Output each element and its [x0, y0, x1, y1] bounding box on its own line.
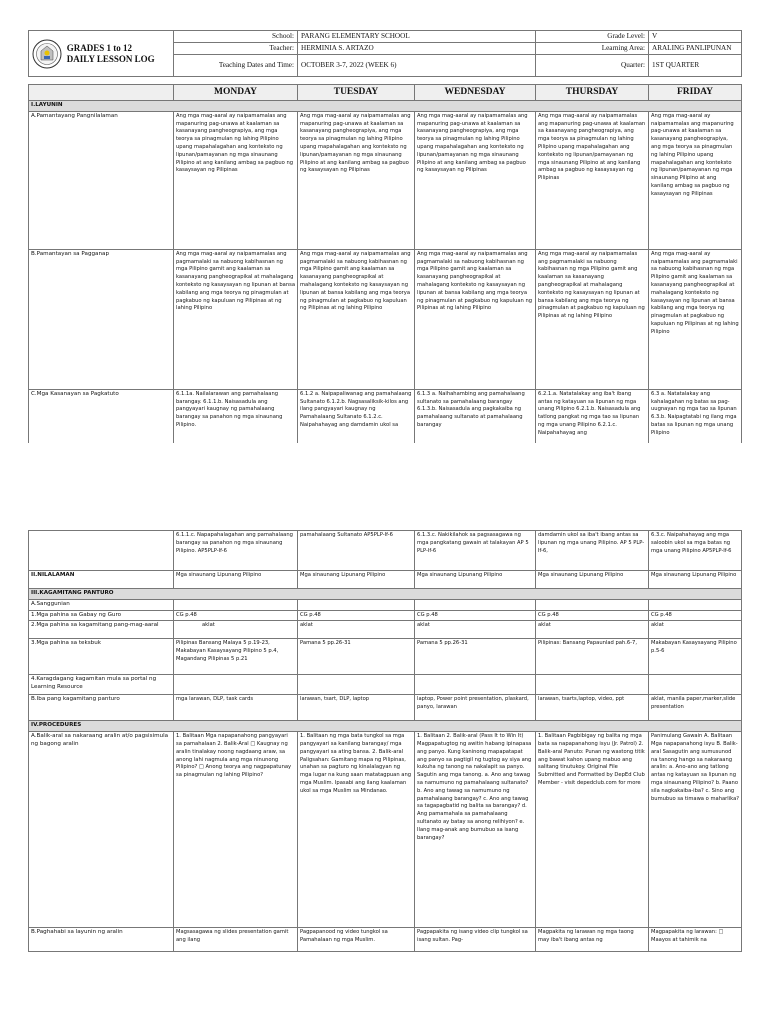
cell-balik-tue: 1. Balitaan ng mga bata tungkol sa mga pangyayari sa kanilang barangay/ mga pangyayari sa ating bansa. 2. Balik-aral Paligsahan: Gamitang mapa ng Pilipinas, unahan sa pagturo ng kinalalagyan ng mga lugar na kung saan matatagpuan ang mga Muslim. Ipasabi ang ilang kaalaman ukol sa mga Muslim sa Mindanao. — [298, 732, 415, 928]
cell-sanggunian-fri — [649, 599, 742, 610]
teacher-label: Teacher: — [174, 43, 298, 55]
cell-karagdagang-wed — [415, 675, 536, 695]
cell-pagganap-fri: Ang mga mag-aaral ay naipamamalas ang pagmamalaki sa nabuong kabihasnan ng mga Pilipino gamit ang kaalaman sa kasanayang pangheograpikal at mahalagang konteksto ng kasaysayan ng lipunan at bansa kabilang ang mga teorya ng pinagmulan at pagkabuo ng kapuluan ng Pilipinas at ng lahing Pilipino — [649, 249, 742, 389]
day-header-friday: FRIDAY — [649, 85, 742, 101]
cell-paghahabi-tue: Pagpapanood ng video tungkol sa Pamahalaan ng mga Muslim. — [298, 928, 415, 952]
cell-pagganap-mon: Ang mga mag-aaral ay naipamamalas ang pagmamalaki sa nabuong kabihasnan ng mga Pilipino gamit ang kaalaman sa kasanayang pangheograpikal at mahalagang konteksto ng kasaysayan ng lipunan at bansa kabilang ang mga teorya ng pinagmulan at pagkabuo ng kapuluan ng Pilipinas at ng lahing Pilipino — [174, 249, 298, 389]
cell-sanggunian-tue — [298, 599, 415, 610]
cell-iba-tue: larawan, tsart, DLP, laptop — [298, 695, 415, 721]
cell-karagdagang-mon — [174, 675, 298, 695]
deped-seal-icon — [32, 39, 62, 69]
cell-kasanayan-cont-fri: 6.3.c. Naipahahayag ang mga saloobin ukol sa mga batas ng mga unang Pilipino AP5PLP-If-6 — [649, 531, 742, 571]
cell-kasanayan-cont-mon: 6.1.1.c. Napapahalagahan ang pamahalaang barangay sa panahon ng mga sinaunang Pilipino. AP5PLP-If-6 — [174, 531, 298, 571]
cell-teksbuk-wed: Pamana 5 pp.26-31 — [415, 639, 536, 675]
cell-pagganap-thu: Ang mga mag-aaral ay naipamamalas ang pagmamalaki sa nabuong kabihasnan ng mga Pilipino gamit ang kaalaman sa kasanayang pangheograpikal at mahalagang konteksto ng kasaysayan ng lipunan at bansa kabilang ang mga teorya ng pinagmulan at pagkabuo ng kapuluan ng Pilipinas at ng lahing Pilipino — [536, 249, 649, 389]
cell-gabay-fri: CG p.48 — [649, 610, 742, 621]
cell-balik-fri: Panimulang Gawain A. Balitaan Mga napapanahong isyu B. Balik-aral Sasagutin ang sumusunod na tanong hango sa nakaraang aralin: a. Ano-ano ang tatlong antas ng katayuan sa lipunan ng mga sinaunang Pilipino? b. Paano sila nagkakaiba-iba? c. Sino ang bumubuo sa timawa o maharlika? — [649, 732, 742, 928]
cell-iba-wed: laptop, Power point presentation, plaskard, panyo, larawan — [415, 695, 536, 721]
cell-nilalaman-fri: Mga sinaunang Lipunang Pilipino — [649, 571, 742, 589]
row-label-kagamitan-mag: 2.Mga pahina sa kagamitang pang-mag-aaral — [29, 621, 174, 639]
cell-nilalaman-wed: Mga sinaunang Lipunang Pilipino — [415, 571, 536, 589]
title-grades: GRADES 1 to 12 — [66, 42, 133, 53]
cell-sanggunian-mon — [174, 599, 298, 610]
section-procedures: IV.PROCEDURES — [29, 721, 742, 732]
day-header-monday: MONDAY — [174, 85, 298, 101]
cell-kasanayan-mon: 6.1.1a. Nailalarawan ang pamahalaang barangay. 6.1.1.b. Naisasadula ang pangyayari kaugnay ng pamahalaang barangay sa panahon ng mga sinaunang Pilipino. — [174, 389, 298, 461]
dates-label: Teaching Dates and Time: — [174, 55, 298, 77]
page-gap — [0, 443, 768, 530]
cell-kasanayan-fri: 6.3 a. Natatalakay ang kahalagahan ng batas sa pag-uugnayan ng mga tao sa lipunan 6.3.b. Naipagtatabi ng ilang mga batas sa lipunan ng mga unang Pilipino — [649, 389, 742, 461]
cell-nilalaman-mon: Mga sinaunang Lipunang Pilipino — [174, 571, 298, 589]
cell-teksbuk-thu: Pilipinas: Bansang Papaunlad pah.6-7, — [536, 639, 649, 675]
cell-kagamitan-mag-wed: aklat — [415, 621, 536, 639]
section-kagamitan: III.KAGAMITANG PANTURO — [29, 589, 742, 600]
teacher-value: HERMINIA S. ARTAZO — [298, 43, 536, 55]
school-value: PARANG ELEMENTARY SCHOOL — [298, 31, 536, 43]
row-label-karagdagang: 4.Karagdagang kagamitan mula sa portal ng Learning Resource — [29, 675, 174, 695]
day-header-blank — [29, 85, 174, 101]
day-header-wednesday: WEDNESDAY — [415, 85, 536, 101]
title-daily-lesson-log: DAILY LESSON LOG — [66, 53, 155, 64]
cell-nilalaman-thu: Mga sinaunang Lipunang Pilipino — [536, 571, 649, 589]
row-label-teksbuk: 3.Mga pahina sa teksbuk — [29, 639, 174, 675]
cell-teksbuk-tue: Pamana 5 pp.26-31 — [298, 639, 415, 675]
quarter-label: Quarter: — [536, 55, 649, 77]
row-label-iba: B.Iba pang kagamitang panturo — [29, 695, 174, 721]
cell-kasanayan-thu: 6.2.1.a. Natatalakay ang iba't ibang antas ng katayuan sa lipunan ng mga unang Pilipino 6.2.1.b. Naisasadula ang tatlong pangkat ng mga tao sa lipunan ng mga unang Pilipino 6.2.1.c. Naipahahayag ang — [536, 389, 649, 461]
row-label-nilalaman: II.NILALAMAN — [29, 571, 174, 589]
cell-paghahabi-mon: Magsasagawa ng slides presentation gamit ang ilang — [174, 928, 298, 952]
day-header-thursday: THURSDAY — [536, 85, 649, 101]
row-label-kasanayan: C.Mga Kasanayan sa Pagkatuto — [29, 389, 174, 461]
cell-paghahabi-thu: Magpakita ng larawan ng mga taong may iba't ibang antas ng — [536, 928, 649, 952]
cell-kagamitan-mag-mon: aklat — [174, 621, 298, 639]
row-label-gabay: 1.Mga pahina sa Gabay ng Guro — [29, 610, 174, 621]
cell-iba-fri: aklat, manila paper,marker,slide presentation — [649, 695, 742, 721]
cell-kagamitan-mag-thu: aklat — [536, 621, 649, 639]
cell-pamantayang-fri: Ang mga mag-aaral ay naipamamalas ang mapanuring pag-unawa at kaalaman sa kasanayang pangheograpiya, ang mga teorya sa pinagmulan ng lahing Pilipino upang mapahalagahan ang konteksto ng lipunan/pamayanan ng mga sinaunang Pilipino at ang kanilang ambag sa pagbuo ng kasaysayan ng Pilipinas — [649, 111, 742, 249]
cell-sanggunian-wed — [415, 599, 536, 610]
lesson-log-page-1 — [28, 30, 741, 462]
section-layunin: I.LAYUNIN — [29, 101, 742, 112]
cell-kasanayan-wed: 6.1.3 a. Naihahambing ang pamahalaang sultanato sa pamahalaang barangay 6.1.3.b. Naisasadula ang pagkakaiba ng pamahalaang sultanato at pamahalaang barangay — [415, 389, 536, 461]
cell-balik-mon: 1. Balitaan Mga napapanahong pangyayari sa pamahalaan 2. Balik-Aral □ Kaugnay ng aralin tinalakay noong nagdaang araw, sa anong lahi nagmula ang mga ninunong Pilipino? □ Anong teorya ang nagpapatunay sa pinagmulan ng lahing Pilipino? — [174, 732, 298, 928]
cell-nilalaman-tue: Mga sinaunang Lipunang Pilipino — [298, 571, 415, 589]
cell-pagganap-tue: Ang mga mag-aaral ay naipamamalas ang pagmamalaki sa nabuong kabihasnan ng mga Pilipino gamit ang kaalaman sa kasanayang pangheograpikal at mahalagang konteksto ng kasaysayan ng lipunan at bansa kabilang ang mga teorya ng pinagmulan at pagkabuo ng kapuluan ng Pilipinas at ng lahing Pilipino — [298, 249, 415, 389]
lesson-log-page-2 — [28, 530, 741, 952]
cell-teksbuk-fri: Makabayan Kasaysayang Pilipino p.5-6 — [649, 639, 742, 675]
cell-kasanayan-cont-tue: pamahalaang Sultanato AP5PLP-If-6 — [298, 531, 415, 571]
cell-teksbuk-mon: Pilipinas Bansang Malaya 5 p.19-23, Makabayan Kasaysayang Pilipino 5 p.4, Magandang Pilipinas 5 p.21 — [174, 639, 298, 675]
cell-gabay-wed: CG p.48 — [415, 610, 536, 621]
grade-value: V — [649, 31, 742, 43]
cell-pamantayang-tue: Ang mga mag-aaral ay naipamamalas ang mapanuring pag-unawa at kaalaman sa kasanayang pangheograpiya, ang mga teorya sa pinagmulan ng lahing Pilipino upang mapahalagahan ang konteksto ng lipunan/pamayanan ng mga sinaunang Pilipino at ang kanilang ambag sa pagbuo ng kasaysayan ng Pilipinas — [298, 111, 415, 249]
row-label-kasanayan-cont — [29, 531, 174, 571]
cell-gabay-thu: CG p.48 — [536, 610, 649, 621]
cell-pamantayang-wed: Ang mga mag-aaral ay naipamamalas ang mapanuring pag-unawa at kaalaman sa kasanayang pangheograpiya, ang mga teorya sa pinagmulan ng lahing Pilipino upang mapahalagahan ang konteksto ng lipunan/pamayanan ng mga sinaunang Pilipino at ang kanilang ambag sa pagbuo ng kasaysayan ng Pilipinas — [415, 111, 536, 249]
cell-pamantayang-mon: Ang mga mag-aaral ay naipamamalas ang mapanuring pag-unawa at kaalaman sa kasanayang pangheograpiya, ang mga teorya sa pinagmulan ng lahing Pilipino upang mapahalagahan ang konteksto ng lipunan/pamayanan ng mga sinaunang Pilipino at ang kanilang ambag sa pagbuo ng kasaysayan ng Pilipinas — [174, 111, 298, 249]
row-label-pamantayang: A.Pamantayang Pangnilalaman — [29, 111, 174, 249]
cell-iba-mon: mga larawan, DLP, task cards — [174, 695, 298, 721]
cell-gabay-tue: CG p.48 — [298, 610, 415, 621]
cell-kasanayan-tue: 6.1.2 a. Naipapaliwanag ang pamahalaang Sultanato 6.1.2.b. Nagsasaliksik-kilos ang ilang pangyayari kaugnay ng Pamahalaang Sultanato 6.1.2.c. Naipahahayag ang damdamin ukol sa — [298, 389, 415, 461]
cell-iba-thu: larawan, tsarts,laptop, video, ppt — [536, 695, 649, 721]
cell-pagganap-wed: Ang mga mag-aaral ay naipamamalas ang pagmamalaki sa nabuong kabihasnan ng mga Pilipino gamit ang kaalaman sa kasanayang pangheograpikal at mahalagang konteksto ng kasaysayan ng lipunan at bansa kabilang ang mga teorya ng pinagmulan at pagkabuo ng kapuluan ng Pilipinas at ng lahing Pilipino — [415, 249, 536, 389]
cell-kagamitan-mag-tue: aklat — [298, 621, 415, 639]
cell-sanggunian-thu — [536, 599, 649, 610]
grade-label: Grade Level: — [536, 31, 649, 43]
area-label: Learning Area: — [536, 43, 649, 55]
row-label-pagganap: B.Pamantayan sa Pagganap — [29, 249, 174, 389]
dates-value: OCTOBER 3-7, 2022 (WEEK 6) — [298, 55, 536, 77]
cell-karagdagang-fri — [649, 675, 742, 695]
area-value: ARALING PANLIPUNAN — [649, 43, 742, 55]
school-label: School: — [174, 31, 298, 43]
cell-paghahabi-fri: Magpapakita ng larawan: □ Maayos at tahimik na — [649, 928, 742, 952]
cell-karagdagang-tue — [298, 675, 415, 695]
cell-kagamitan-mag-fri: aklat — [649, 621, 742, 639]
cell-karagdagang-thu — [536, 675, 649, 695]
cell-balik-thu: 1. Balitaan Pagbibigay ng balita ng mga bata sa napapanahong isyu (Jr. Patrol) 2. Balik-aral Panuto: Punan ng wastong titik ang bawat kahon upang mabuo ang salitang tinutukoy. Original File Submitted and Formatted by DepEd Club Member - visit depedclub.com for more — [536, 732, 649, 928]
cell-paghahabi-wed: Pagpapakita ng isang video clip tungkol sa isang sultan. Pag- — [415, 928, 536, 952]
row-label-paghahabi: B.Paghahabi sa layunin ng aralin — [29, 928, 174, 952]
cell-balik-wed: 1. Balitaan 2. Balik-aral (Pass It to Win It) Magpapatugtog ng awitin habang ipinapasa ang panyo. Kung kaninong mapapatapat ang panyo sa pagtigil ng tugtog ay siya ang kukuha ng tanong na nakalapit sa panyo. Sagutin ang mga tanong. a. Ano ang tawag sa namumuno ng pamahalaang sultanato? b. Ano ang tawag sa namumuno ng pamahalaang barangay? c. Ano ang tawag sa tagapagbatid ng balita sa barangay? d. Ang pamamahala sa pamahalaang sultanato ay batay sa anong relihiyon? e. Ilang mag-anak ang bumubuo sa isang barangay? — [415, 732, 536, 928]
quarter-value: 1ST QUARTER — [649, 55, 742, 77]
deped-header — [29, 31, 174, 77]
row-label-sanggunian: A.Sanggunian — [29, 599, 174, 610]
cell-gabay-mon: CG p.48 — [174, 610, 298, 621]
cell-kasanayan-cont-thu: damdamin ukol sa iba't ibang antas sa lipunan ng mga unang Pilipino. AP 5 PLP-If-6, — [536, 531, 649, 571]
row-label-balik: A.Balik-aral sa nakaraang aralin at/o pagsisimula ng bagong aralin — [29, 732, 174, 928]
cell-kasanayan-cont-wed: 6.1.3.c. Nakikilahok sa pagsasagawa ng mga pangkatang gawain at talakayan AP 5 PLP-If-6 — [415, 531, 536, 571]
cell-pamantayang-thu: Ang mga mag-aaral ay naipamamalas ang mapanuring pag-unawa at kaalaman sa kasanayang pangheograpiya, ang mga teorya sa pinagmulan ng lahing Pilipino upang mapahalagahan ang konteksto ng lipunan/pamayanan ng mga sinaunang Pilipino at ang kanilang ambag sa pagbuo ng kasaysayan ng Pilipinas — [536, 111, 649, 249]
day-header-tuesday: TUESDAY — [298, 85, 415, 101]
